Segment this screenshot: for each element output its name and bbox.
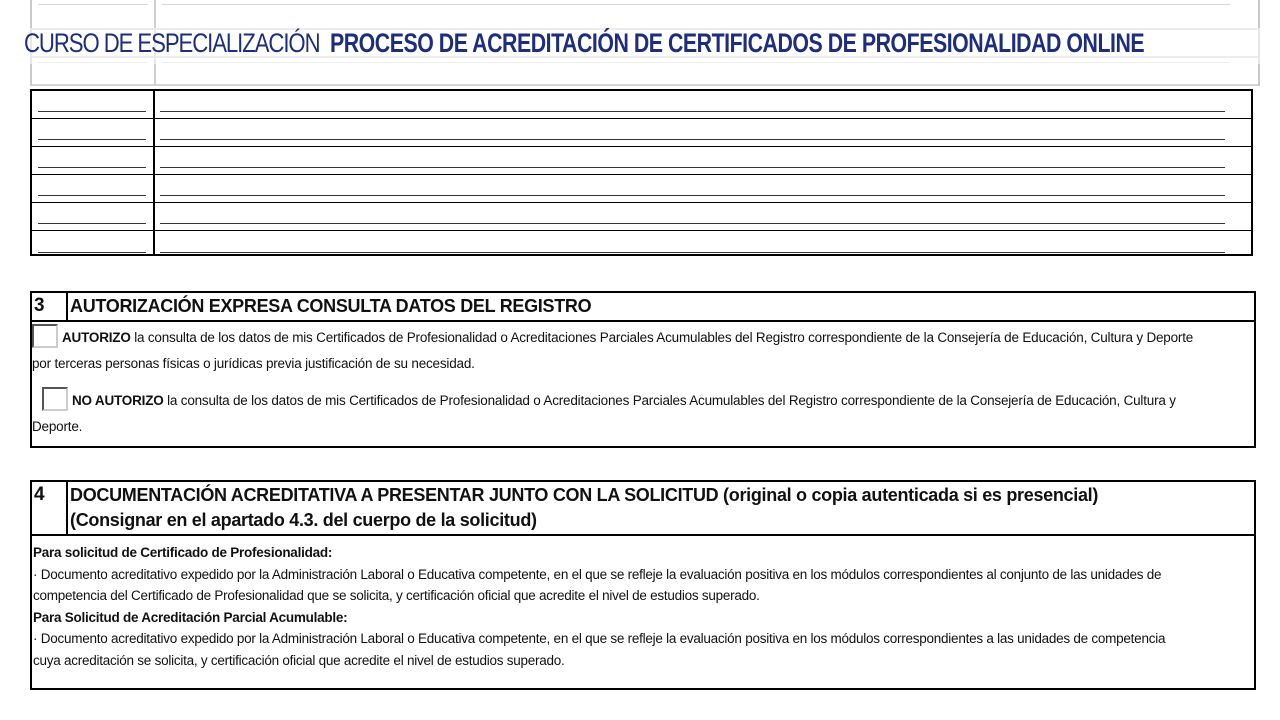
section-title-line1: DOCUMENTACIÓN ACREDITATIVA A PRESENTAR JUNTO CON LA SOLICITUD (original o copia autenticada si es presencial) <box>70 485 1099 505</box>
not-authorize-line <box>32 387 1254 414</box>
fill-line[interactable] <box>38 167 146 168</box>
fill-line[interactable] <box>38 195 146 196</box>
section-title-line2: (Consignar en el apartado 4.3. del cuerpo de la solicitud) <box>70 510 537 530</box>
certificate-text: · Documento acreditativo expedido por la Administración Laboral o Educativa competente, en el que se refleje la evaluación positiva en los módulos correspondientes al conjunto de las unidades de <box>33 566 1162 582</box>
fill-line[interactable] <box>160 111 1225 112</box>
authorize-text: la consulta de los datos de mis Certificados de Profesionalidad o Acreditaciones Parciales Acumulables del Registro correspondiente de la Consejería de Educación, Cultura y Deporte <box>130 330 1194 345</box>
faded-fill-line <box>38 4 148 5</box>
not-authorize-label: NO AUTORIZO <box>72 393 164 408</box>
fill-line[interactable] <box>38 252 146 253</box>
fill-line[interactable] <box>160 195 1225 196</box>
section-title: AUTORIZACIÓN EXPRESA CONSULTA DATOS DEL REGISTRO <box>70 296 592 316</box>
partial-heading: Para Solicitud de Acreditación Parcial Acumulable: <box>33 609 348 625</box>
section-3-authorization <box>30 291 1256 448</box>
section-number: 4 <box>32 482 68 534</box>
course-title: PROCESO DE ACREDITACIÓN DE CERTIFICADOS DE PROFESIONALIDAD ONLINE <box>330 28 1145 58</box>
fill-line[interactable] <box>160 252 1225 253</box>
faded-fill-line <box>162 4 1230 5</box>
table-row <box>32 147 1251 175</box>
authorize-line <box>32 324 1254 351</box>
not-authorize-checkbox[interactable] <box>42 387 68 411</box>
not-authorize-text: la consulta de los datos de mis Certificados de Profesionalidad o Acreditaciones Parciales Acumulables del Registro correspondiente de la Consejería de Educación, Cultura y <box>163 393 1176 408</box>
fill-line[interactable] <box>38 223 146 224</box>
section-number: 3 <box>32 293 68 320</box>
certificate-text-cont: competencia del Certificado de Profesionalidad que se solicita, y certificación oficial que acredite el nivel de estudios superado. <box>33 588 760 603</box>
blank-fill-table <box>30 89 1253 256</box>
table-row <box>32 119 1251 147</box>
fill-line[interactable] <box>160 167 1225 168</box>
authorize-label: AUTORIZO <box>62 330 131 345</box>
authorize-text-cont: por terceras personas físicas o jurídicas previa justificación de su necesidad. <box>32 356 475 371</box>
section-title <box>70 482 1254 533</box>
course-prefix: CURSO DE ESPECIALIZACIÓN <box>24 28 320 58</box>
not-authorize-text-cont: Deporte. <box>32 419 83 434</box>
column-divider <box>153 91 155 254</box>
fill-line[interactable] <box>38 111 146 112</box>
table-row <box>32 91 1251 119</box>
fill-line[interactable] <box>160 139 1225 140</box>
table-row <box>32 175 1251 203</box>
authorize-checkbox[interactable] <box>32 324 58 348</box>
course-banner <box>24 28 1280 64</box>
fill-line[interactable] <box>38 139 146 140</box>
section-header <box>32 293 1254 322</box>
table-row <box>32 203 1251 231</box>
section-header <box>32 482 1254 536</box>
section-4-documentation <box>30 480 1256 690</box>
section-body <box>32 536 1254 671</box>
partial-text-cont: cuya acreditación se solicita, y certificación oficial que acredite el nivel de estudios superado. <box>33 652 565 668</box>
section-body <box>32 322 1254 440</box>
fill-line[interactable] <box>160 223 1225 224</box>
partial-text: · Documento acreditativo expedido por la Administración Laboral o Educativa competente, en el que se refleje la evaluación positiva en los módulos correspondientes a las unidades de competencia <box>33 631 1166 646</box>
certificate-heading: Para solicitud de Certificado de Profesionalidad: <box>33 545 333 560</box>
table-row <box>32 231 1251 259</box>
